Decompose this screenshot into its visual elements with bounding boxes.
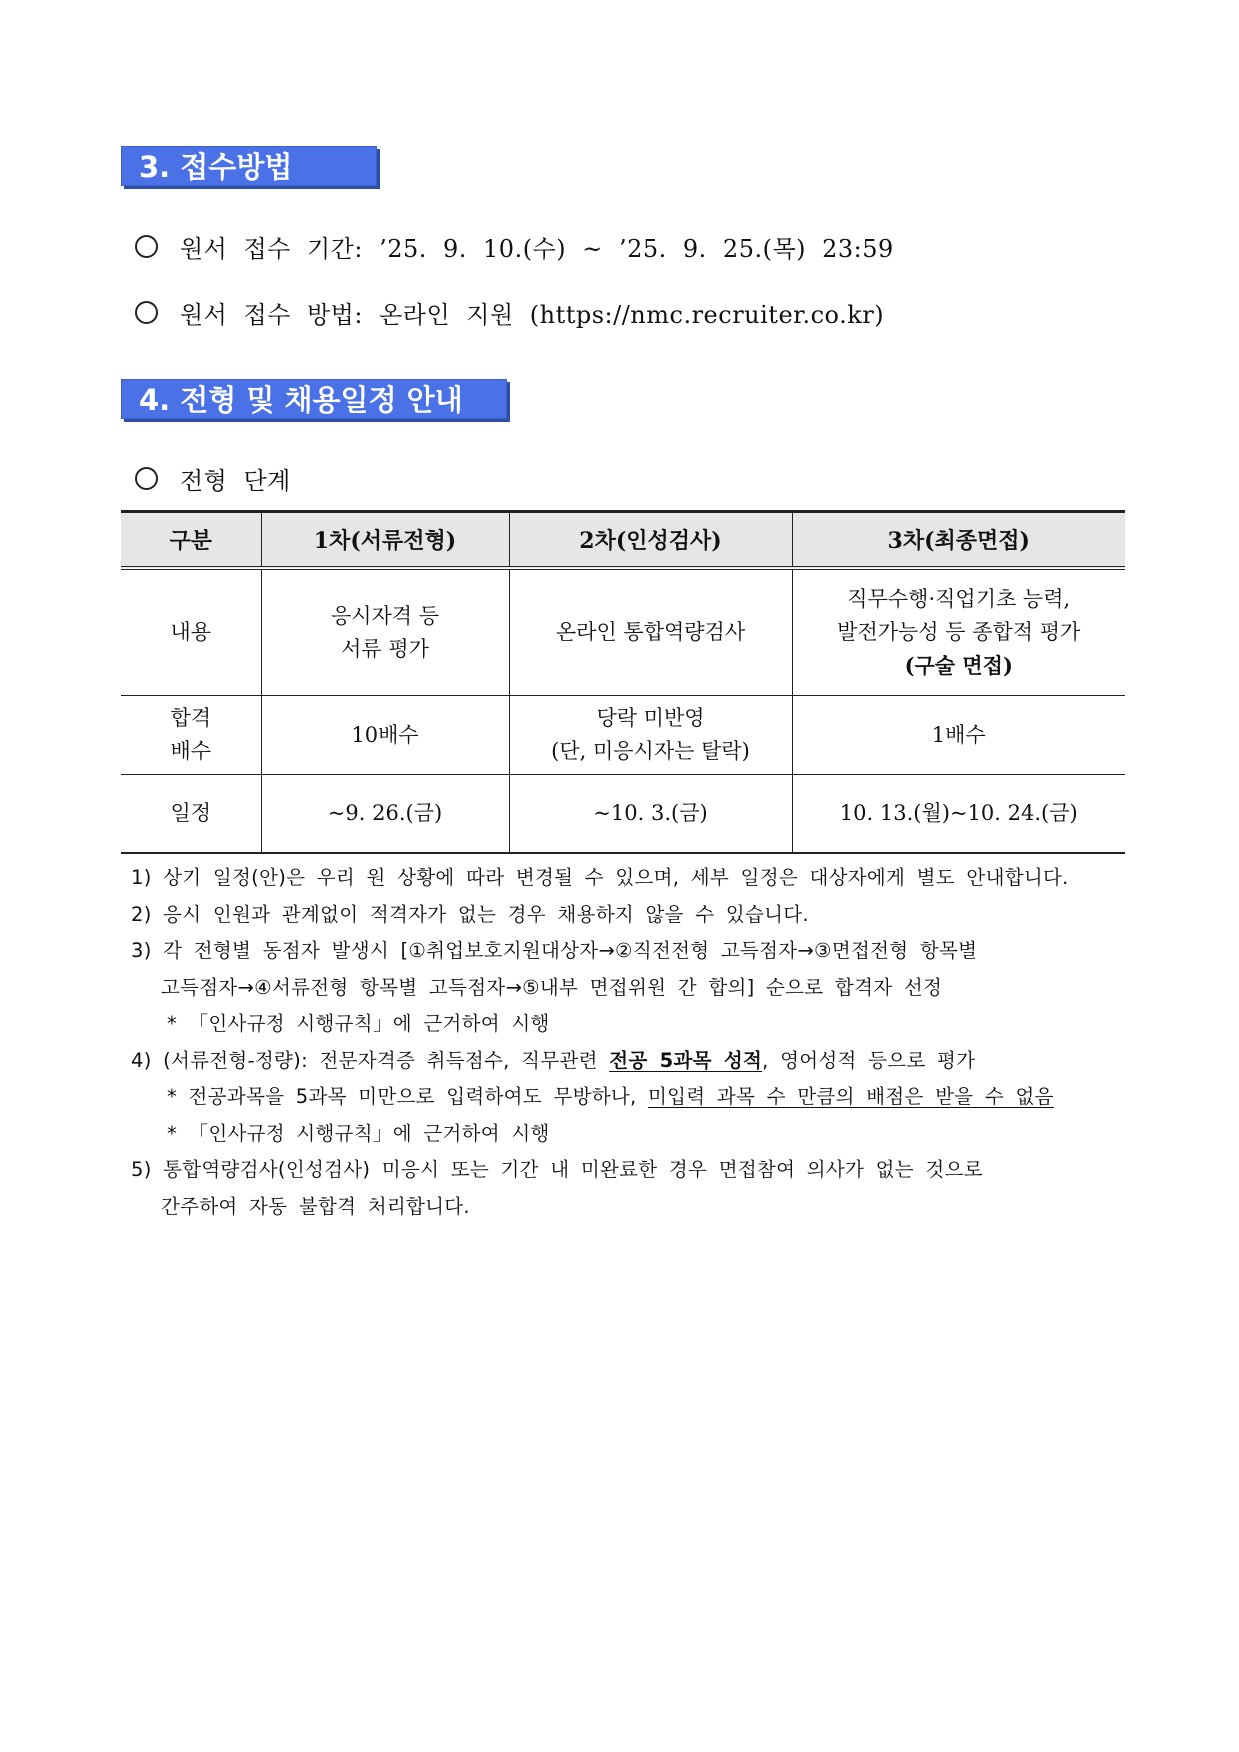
note-4 [131,1043,1131,1080]
cell-stage1-schedule [261,775,509,854]
note-3: 3) 각 전형별 동점자 발생시 [①취업보호지원대상자→②직전전형 고득점자→③면접전형 항목별 [131,939,978,962]
stage-subtitle [135,461,291,496]
cell-line: 합격 [170,706,212,730]
cell-line: 직무수행·직업기초 능력, [847,587,1071,611]
note-2: 2) 응시 인원과 관계없이 적격자가 없는 경우 채용하지 않을 수 있습니다. [131,902,809,926]
cell-line: 온라인 통합역량검사 [555,620,746,644]
cell-line: 서류 평가 [341,636,429,661]
note-3-remark: * 「인사규정 시행규칙」에 근거하여 시행 [167,1012,550,1035]
cell-line: 응시자격 등 [330,603,440,628]
note-4-remark [131,1079,1131,1116]
header-stage-1: 1차(서류전형) [261,512,509,569]
note-5: 5) 통합역량검사(인성검사) 미응시 또는 기간 내 미완료한 경우 면접참여 의사가 없는 것으로 [131,1158,983,1181]
application-method-text: 원서 접수 방법: 온라인 지원 (https://nmc.recruiter.co.kr) [180,301,885,329]
cell-stage3-schedule [792,775,1125,854]
row-label-content: 내용 [121,568,261,696]
cell-line: ~9. 26.(금) [327,801,443,825]
cell-line: ~10. 3.(금) [593,801,708,825]
cell-stage3-content [792,568,1125,696]
cell-stage3-pass-ratio [792,696,1125,775]
cell-line: 1배수 [931,722,986,747]
circle-bullet-icon [135,235,158,258]
note-4-remark-text: * 전공과목을 5과목 미만으로 입력하여도 무방하나, [167,1085,648,1108]
note-4-text-end: , 영어성적 등으로 평가 [762,1048,976,1072]
note-4-remark-2: * 「인사규정 시행규칙」에 근거하여 시행 [167,1121,550,1145]
section-3-header: 3. 접수방법 [121,146,377,186]
cell-stage2-content [509,568,792,696]
stage-table [121,510,1125,854]
note-5-continued: 간주하여 자동 불합격 처리합니다. [161,1194,470,1218]
cell-line: 10. 13.(월)~10. 24.(금) [839,801,1078,825]
note-1: 1) 상기 일정(안)은 우리 원 상황에 따라 변경될 수 있으며, 세부 일정은 대상자에게 별도 안내합니다. [131,866,1069,889]
row-label-schedule: 일정 [121,775,261,854]
cell-stage2-pass-ratio [509,696,792,775]
cell-stage1-content [261,568,509,696]
notes [131,860,1131,1225]
cell-line-bold: (구술 면접) [904,653,1013,678]
application-period-text: 원서 접수 기간: ’25. 9. 10.(수) ~ ’25. 9. 25.(목) 23:59 [180,235,894,263]
table-row-content [121,568,1125,696]
note-4-text: 4) (서류전형-정량): 전문자격증 취득점수, 직무관련 [131,1048,610,1072]
cell-line: 10배수 [351,722,419,747]
application-period [135,229,894,264]
cell-line: 배수 [170,739,212,763]
cell-line: (단, 미응시자는 탈락) [551,739,750,763]
header-stage-2: 2차(인성검사) [509,512,792,569]
cell-stage2-schedule [509,775,792,854]
stage-subtitle-text: 전형 단계 [180,467,291,495]
cell-line: 발전가능성 등 종합적 평가 [837,620,1081,644]
header-category: 구분 [121,512,261,569]
note-4-emphasis: 전공 5과목 성적 [609,1048,763,1072]
table-row-pass-ratio [121,696,1125,775]
section-4-header: 4. 전형 및 채용일정 안내 [121,379,507,419]
row-label-pass-ratio [121,696,261,775]
note-4-remark-underline: 미입력 과목 수 만큼의 배점은 받을 수 없음 [648,1085,1054,1108]
application-method [135,295,884,330]
table-header-row [121,512,1125,569]
header-stage-3: 3차(최종면접) [792,512,1125,569]
cell-stage1-pass-ratio [261,696,509,775]
circle-bullet-icon [135,301,158,324]
cell-line: 당락 미반영 [596,706,705,730]
circle-bullet-icon [135,467,158,490]
table-row-schedule [121,775,1125,854]
note-3-continued: 고득점자→④서류전형 항목별 고득점자→⑤내부 면접위원 간 합의] 순으로 합격자 선정 [161,975,943,999]
